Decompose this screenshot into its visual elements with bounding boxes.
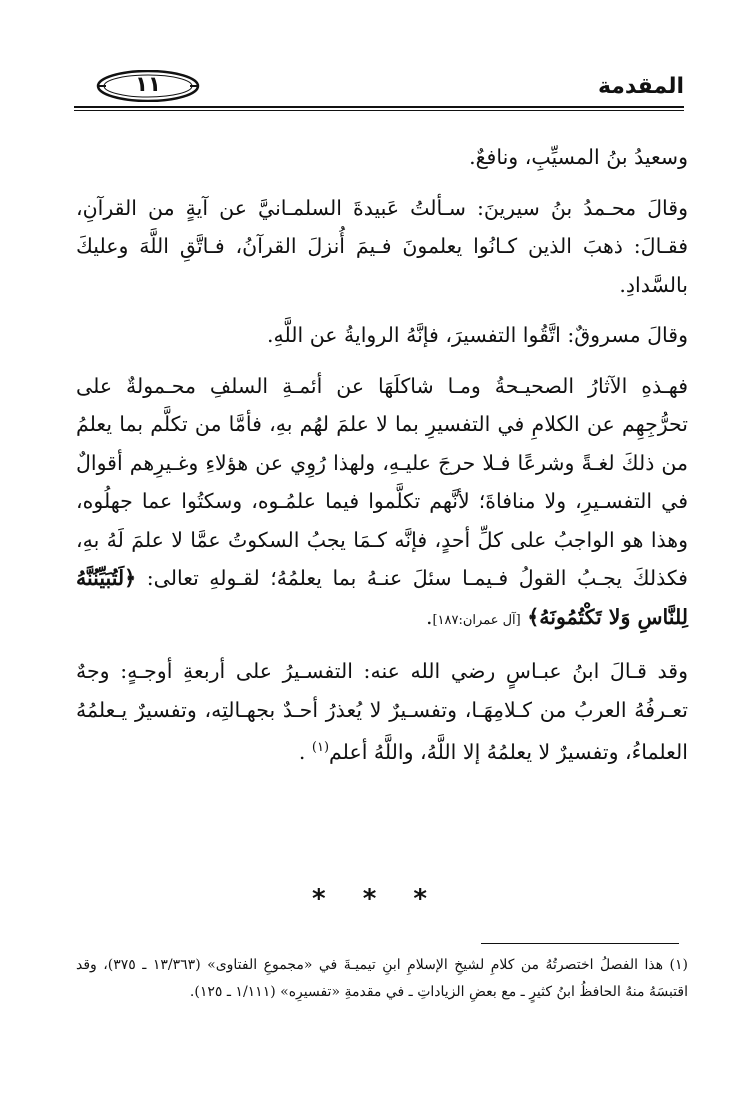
footnote-marker[interactable]: (١) <box>311 740 330 755</box>
page-header <box>74 66 684 112</box>
page-number: ١١ <box>135 72 161 96</box>
header-divider <box>74 106 684 108</box>
quran-verse: ﴿لَتُبَيِّنُنَّهُ لِلنَّاسِ وَلا تَكْتُمُونَهُ﴾ <box>76 566 688 629</box>
paragraph: وقالَ محـمدُ بنُ سيرينَ: سـألتُ عَبيدةَ السلمـانيَّ عن آيةٍ من القرآنِ، فقـالَ: ذهبَ الذين كـانُوا يعلمونَ فـيمَ أُنزلَ القرآنُ، فـاتَّقِ اللَّهَ وعليكَ بالسَّدادِ. <box>76 195 688 297</box>
page-number-badge <box>96 70 200 102</box>
footnote: (١) هذا الفصلُ اختصرتُهُ من كلامِ لشيخِ الإسلامِ ابنِ تيميـةَ في «مجموعِ الفتاوى» (١٣/٣٦٣ ـ ٣٧٥)، وقد اقتبسَهُ منهُ الحافظُ ابنُ كثيرٍ ـ مع بعضِ الزياداتِ ـ في مقدمةِ «تفسيرِه» (١/١١١ ـ ١٢٥). <box>76 957 689 1000</box>
main-text <box>76 138 688 783</box>
paragraph: وقالَ مسروقٌ: اتَّقُوا التفسيرَ، فإنَّهُ الروايةُ عن اللَّهِ. <box>266 323 688 347</box>
footnote-divider <box>481 943 679 944</box>
section-separator: * * * <box>312 884 441 914</box>
paragraph-text: فهـذهِ الآثارُ الصحيـحةُ ومـا شاكلَهَا عن أئمـةِ السلفِ محـمولةٌ على تحرُّجِهِم عن الكلامِ في التفسيرِ بما لا علمَ لهُم بهِ، فأمَّا من تكلَّم بما يعلمُ من ذلكَ لغـةً وشرعًا فـلا حرجَ عليـهِ، ولهذا رُوِي عن هؤلاءِ وغـيرِهم أقوالٌ في التفسـيرِ، ولا منافاةَ؛ لأنَّهم تكلَّموا فيما علمُـوه، وسكتُوا عما جهلُوه، وهذا هو الواجبُ على كلِّ أحدٍ، فإنَّه كـمَا يجبُ السكوتُ عمَّا لا علمَ لَهُ بهِ، فكذلكَ يجـبُ القولُ فـيمـا سئلَ عنـهُ بما يعلمُهُ؛ لقـولهِ تعالى: <box>76 373 688 590</box>
paragraph: وقد قـالَ ابنُ عبـاسٍ رضي الله عنه: التفسـيرُ على أربعةِ أوجـهٍ: وجهٌ تعـرفُهُ العربُ من كـلامِهَـا، وتفسـيرٌ لا يُعذرُ أحـدٌ بجهـالتِه، وتفسيرٌ يـعلمُهُ العلماءُ، وتفسيرٌ لا يعلمُهُ إلا اللَّهُ، واللَّهُ أعلم$^{(١)}$ . <box>76 659 688 764</box>
paragraph: وسعيدُ بنُ المسيِّبِ، ونافعٌ. <box>469 145 688 169</box>
paragraph: فهـذهِ الآثارُ الصحيـحةُ ومـا شاكلَهَا عن أئمـةِ السلفِ محـمولةٌ على تحرُّجِهِم عن الكلامِ في التفسيرِ بما لا علمَ لهُم بهِ، فأمَّا من تكلَّم بما يعلمُ من ذلكَ لغـةً وشرعًا فـلا حرجَ عليـهِ، ولهذا رُوِي عن هؤلاءِ وغـيرِهم أقوالٌ في التفسـيرِ، ولا منافاةَ؛ لأنَّهم تكلَّموا فيما علمُـوه، وسكتُوا عما جهلُوه، وهذا هو الواجبُ على كلِّ أحدٍ، فإنَّه كـمَا يجبُ السكوتُ عمَّا لا علمَ لَهُ بهِ، فكذلكَ يجـبُ القولُ فـيمـا سئلَ عنـهُ بما يعلمُهُ؛ لقـولهِ تعالى: ﴿لَتُبَيِّنُنَّهُ لِلنَّاسِ وَلا تَكْتُمُونَهُ﴾ [آل عمران:١٨٧]. <box>76 373 688 629</box>
paragraph-text: وقد قـالَ ابنُ عبـاسٍ رضي الله عنه: التفسـيرُ على أربعةِ أوجـهٍ: وجهٌ تعـرفُهُ العربُ من كـلامِهَـا، وتفسـيرٌ لا يُعذرُ أحـدٌ بجهـالتِه، وتفسيرٌ يـعلمُهُ العلماءُ، وتفسيرٌ لا يعلمُهُ إلا اللَّهُ، واللَّهُ أعلم <box>76 659 688 764</box>
chapter-title: المقدمة <box>597 74 684 99</box>
verse-reference: [آل عمران:١٨٧] <box>432 612 521 628</box>
header-divider-thin <box>74 110 684 111</box>
